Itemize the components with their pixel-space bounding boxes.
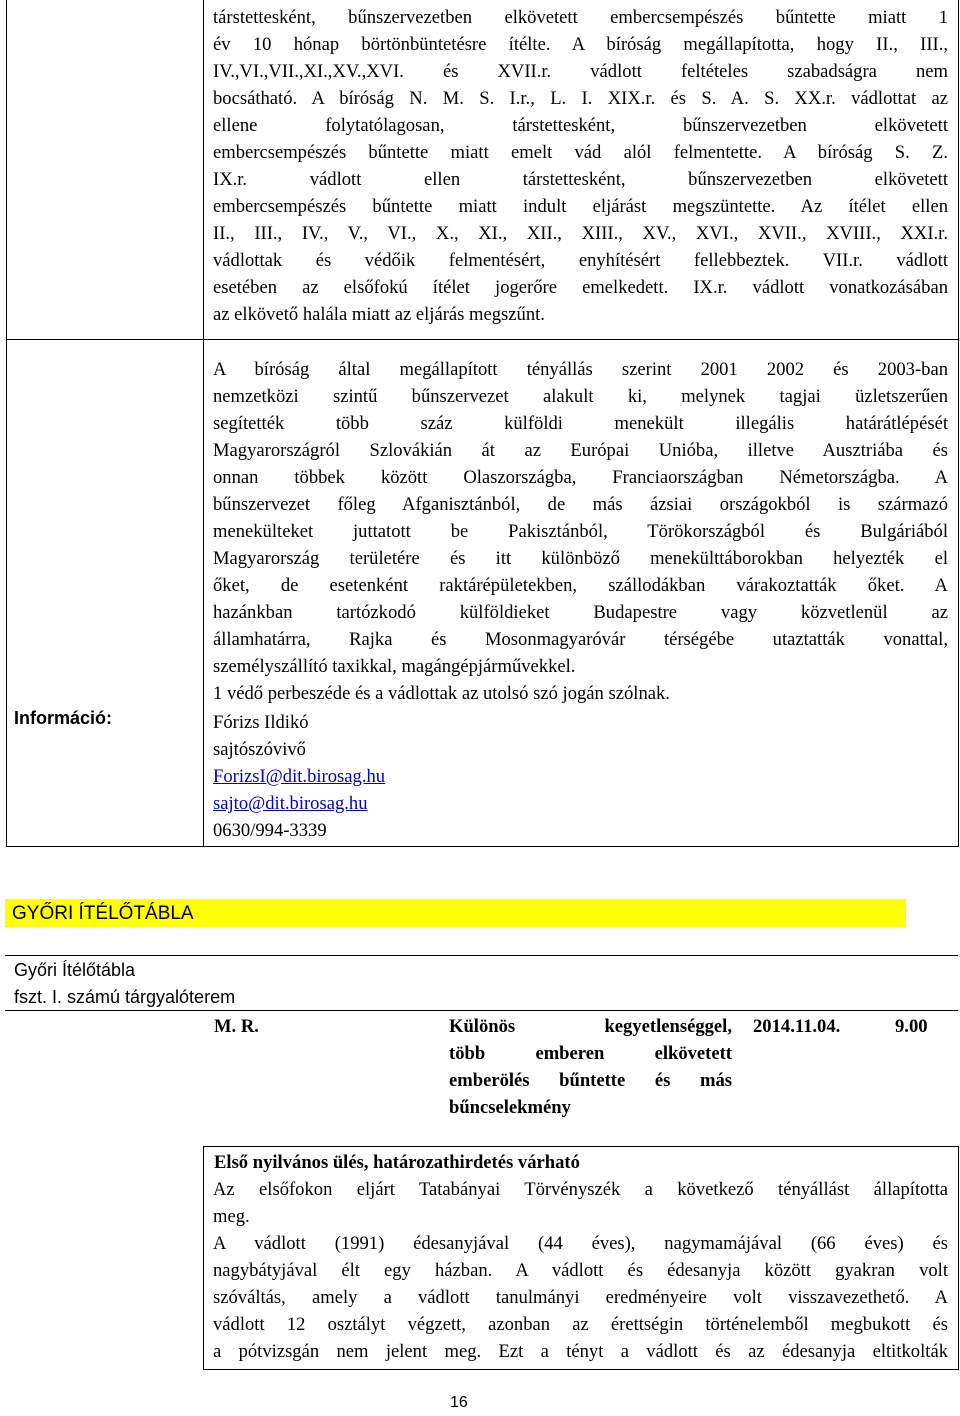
text-line: bűncselekmény <box>449 1097 571 1118</box>
hearing-time: 9.00 <box>895 1016 928 1037</box>
text-line: segítették több száz külföldi menekült illegális határátlépését <box>213 413 948 434</box>
text-line: embercsempészés bűntette miatt indult eljárást megszüntette. Az ítélet ellen <box>213 196 948 217</box>
text-line: szóváltás, amely a vádlott tanulmányi eredményeire volt visszavezethető. A <box>213 1287 948 1308</box>
closing-note: 1 védő perbeszéde és a vádlottak az utolsó szó jogán szólnak. <box>213 683 670 704</box>
page-number: 16 <box>450 1394 468 1411</box>
text-line: több emberen elkövetett <box>449 1043 732 1064</box>
table-bottom-border <box>6 846 959 847</box>
text-line: nemzetközi szintű bűnszervezet alakult ki, melynek tagjai üzletszerűen <box>213 386 948 407</box>
contact-email-link[interactable]: ForizsI@dit.birosag.hu <box>213 766 386 787</box>
description-top-border <box>203 1146 958 1147</box>
hearing-date: 2014.11.04. <box>753 1016 841 1037</box>
text-line: a pótvizsgán nem jelent meg. Ezt a tényt a vádlott és az édesanyja eltitkolták <box>213 1341 948 1362</box>
text-line: év 10 hónap börtönbüntetésre ítélte. A bíróság megállapította, hogy II., III., <box>213 34 948 55</box>
text-line: ellene folytatólagosan, társtettesként, bűnszervezetben elkövetett <box>213 115 948 136</box>
case-description <box>213 1176 948 1365</box>
press-email-link[interactable]: sajto@dit.birosag.hu <box>213 793 368 814</box>
charge-description <box>449 1013 732 1121</box>
text-line: esetében az elsőfokú ítélet jogerőre emelkedett. IX.r. vádlott vonatkozásában <box>213 277 948 298</box>
facts-paragraph <box>213 356 948 707</box>
description-right-border <box>958 1146 959 1370</box>
table-row-divider <box>6 339 959 340</box>
table-column-divider <box>203 0 204 846</box>
description-left-border <box>203 1146 204 1370</box>
contact-role: sajtószóvivő <box>213 739 306 760</box>
text-line: bűnszervezet főleg Afganisztánból, de más ázsiai országokból is származó <box>213 494 948 515</box>
venue-name: Győri Ítélőtábla <box>14 960 136 980</box>
text-line: Az elsőfokon eljárt Tatabányai Törvényszék a következő tényállást állapította <box>213 1179 948 1200</box>
contact-phone: 0630/994-3339 <box>213 820 327 841</box>
text-line: bocsátható. A bíróság N. M. S. I.r., L. I. XIX.r. és S. A. S. XX.r. vádlottat az <box>213 88 948 109</box>
venue-room: fszt. I. számú tárgyalóterem <box>14 987 236 1007</box>
text-line: hazánkban tartózkodó külföldieket Budapestre vagy közvetlenül az <box>213 602 948 623</box>
verdict-paragraph <box>213 4 948 328</box>
case-row-top-border <box>5 1010 958 1011</box>
text-line: A bíróság által megállapított tényállás szerint 2001 2002 és 2003-ban <box>213 359 948 380</box>
text-line: meg. <box>213 1206 250 1227</box>
text-line: Magyarország területére és itt különböző menekülttáborokban helyezték el <box>213 548 948 569</box>
text-line: vádlottak és védőik felmentésért, enyhítésért fellebbeztek. VII.r. vádlott <box>213 250 948 271</box>
text-line: vádlott 12 osztályt végzett, azonban az érettségin történelemből megbukott és <box>213 1314 948 1335</box>
text-line: társtettesként, bűnszervezetben elkövetett embercsempészés bűntette miatt 1 <box>213 7 948 28</box>
defendant-name: M. R. <box>214 1016 259 1037</box>
text-line: őket, de esetenként raktárépületekben, szállodákban várakoztatták őket. A <box>213 575 948 596</box>
info-label: Információ: <box>14 708 113 728</box>
text-line: Különös kegyetlenséggel, <box>449 1016 732 1037</box>
hearing-type: Első nyilvános ülés, határozathirdetés várható <box>214 1152 580 1173</box>
text-line: A vádlott (1991) édesanyjával (44 éves), nagymamájával (66 éves) és <box>213 1233 948 1254</box>
table-left-border <box>6 0 7 846</box>
text-line: államhatárra, Rajka és Mosonmagyaróvár térségébe utaztatták vonattal, <box>213 629 948 650</box>
text-line: onnan többek között Olaszországba, Franciaországban Németországba. A <box>213 467 948 488</box>
venue-top-border <box>5 955 958 956</box>
text-line: menekülteket juttatott be Pakisztánból, Törökországból és Bulgáriából <box>213 521 948 542</box>
description-bottom-border <box>203 1369 959 1370</box>
section-heading: GYŐRI ÍTÉLŐTÁBLA <box>12 903 194 924</box>
text-line: az elkövető halála miatt az eljárás megszűnt. <box>213 304 545 325</box>
text-line: nagybátyjával élt egy házban. A vádlott és édesanyja között gyakran volt <box>213 1260 948 1281</box>
text-line: IX.r. vádlott ellen társtettesként, bűnszervezetben elkövetett <box>213 169 948 190</box>
text-line: embercsempészés bűntette miatt emelt vád alól felmentette. A bíróság S. Z. <box>213 142 948 163</box>
contact-name: Fórizs Ildikó <box>213 712 309 733</box>
text-line: II., III., IV., V., VI., X., XI., XII., XIII., XV., XVI., XVII., XVIII., XXI.r. <box>213 223 948 244</box>
text-line: IV.,VI.,VII.,XI.,XV.,XVI. és XVII.r. vádlott feltételes szabadságra nem <box>213 61 948 82</box>
text-line: Magyarországról Szlovákián át az Európai Unióba, illetve Ausztriába és <box>213 440 948 461</box>
contact-block <box>213 709 948 844</box>
text-line: személyszállító taxikkal, magángépjárművekkel. <box>213 656 576 677</box>
text-line: emberölés bűntette és más <box>449 1070 732 1091</box>
table-right-border <box>958 0 959 846</box>
